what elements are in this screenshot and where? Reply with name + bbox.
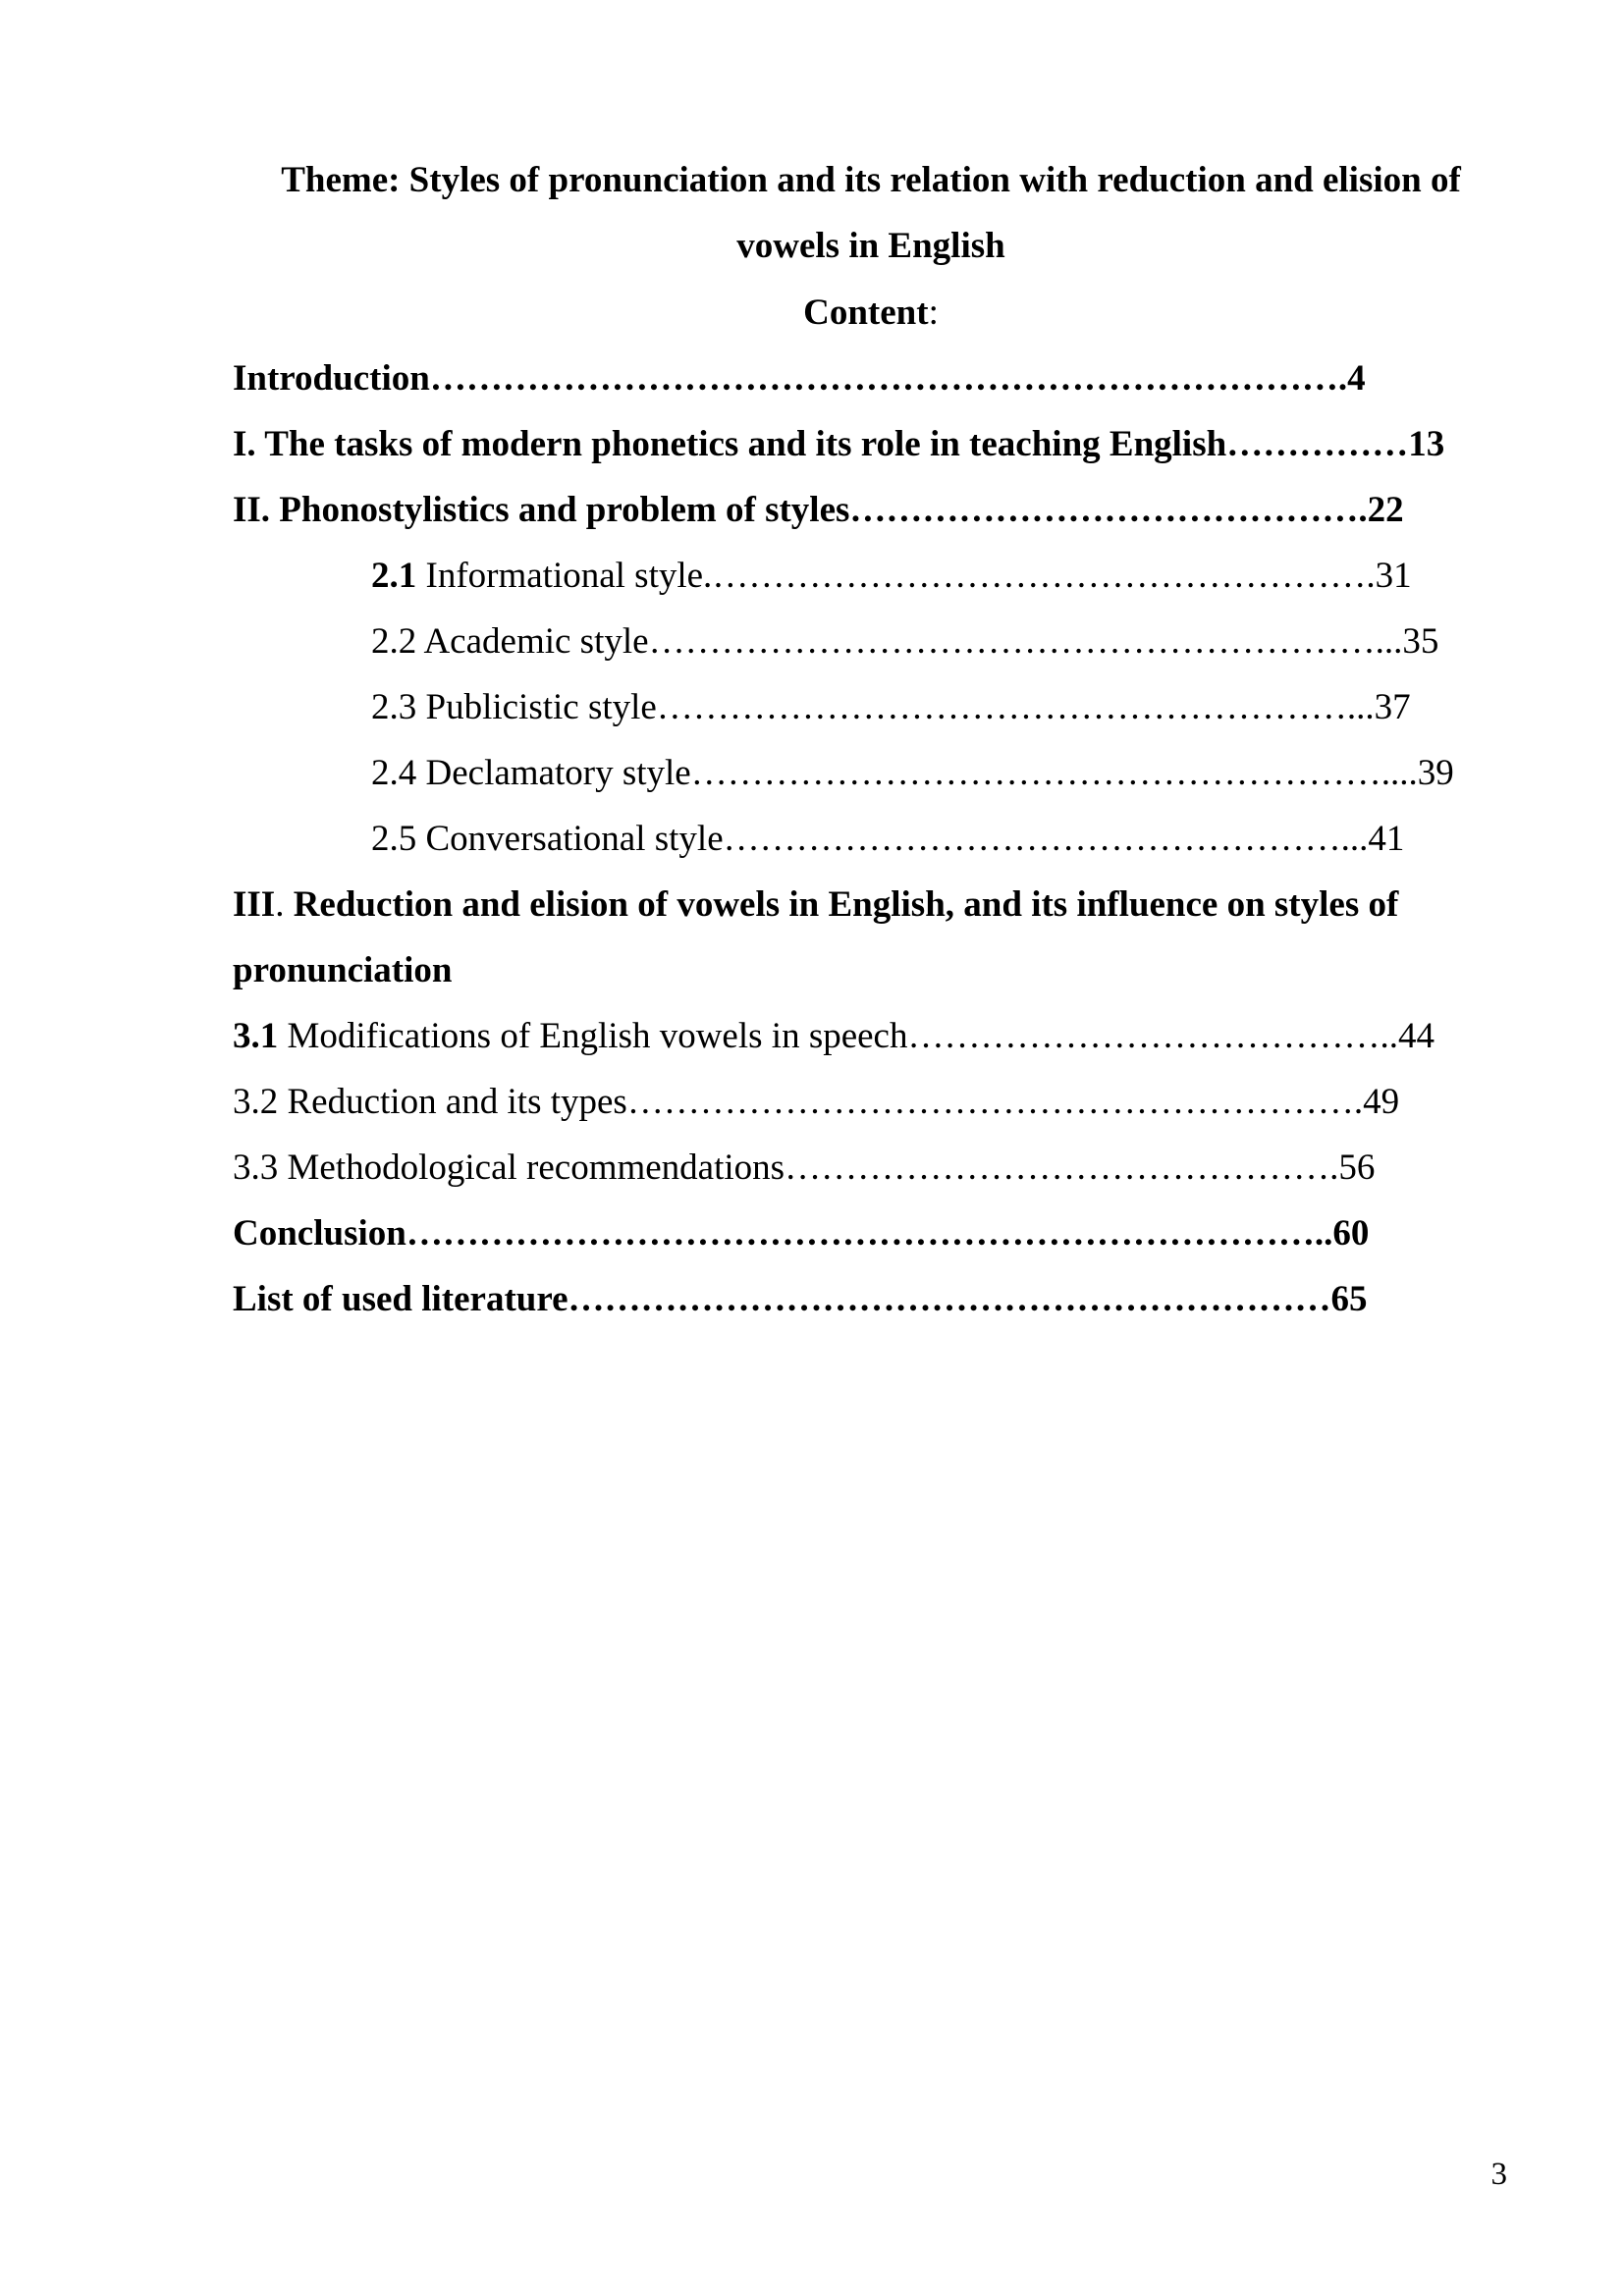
toc-entry-section-2-5[interactable] [371,806,1404,872]
toc-entry-label: Conclusion [233,1213,406,1254]
toc-entry-label: 3.2 Reduction and its types [233,1082,627,1122]
toc-entry-label: Introduction [233,358,430,399]
toc-entry-section-2-2[interactable] [371,609,1438,674]
title-line-1: Theme: Styles of pronunciation and its relation with reduction and elision of [281,160,1461,200]
content-heading [233,280,1509,346]
toc-entry-leader: …………………………………………………... [656,687,1375,727]
toc-entry-number: 2.1 [371,556,417,596]
toc-entry-label: Informational style. [416,556,713,596]
toc-entry-number: 3.1 [233,1016,279,1056]
toc-entry-leader: ………………………………………………. [712,556,1376,596]
toc-entry-page: 49 [1363,1082,1400,1122]
toc-entry-page: 39 [1417,753,1454,793]
toc-entry-leader: ……………………………………………... [723,819,1369,859]
toc-entry-section-3-2[interactable] [233,1069,1399,1135]
toc-entry-label: Modifications of English vowels in speech [278,1016,908,1056]
toc-entry-label: 2.2 Academic style [371,621,649,662]
toc-entry-section-2-4[interactable] [371,740,1454,806]
toc-entry-page: 37 [1374,687,1411,727]
toc-entry-number: III [233,884,276,925]
toc-entry-leader: ……………………………………………………... [648,621,1403,662]
toc-entry-page: 44 [1397,1016,1435,1056]
toc-entry-chapter-3[interactable]: III. Reduction and elision of vowels in English, and its influence on styles of pronunciation [233,872,1519,1003]
toc-entry-label: 2.5 Conversational style [371,819,724,859]
toc-entry-label: 3.3 Methodological recommendations [233,1148,785,1188]
toc-entry-page: 60 [1332,1213,1370,1254]
toc-entry-conclusion[interactable] [233,1201,1369,1266]
toc-entry-chapter-2[interactable] [233,477,1404,543]
toc-entry-chapter-1[interactable] [233,411,1444,477]
content-heading-colon: : [928,293,939,333]
toc-entry-introduction[interactable] [233,346,1366,411]
toc-entry-page: 56 [1338,1148,1376,1188]
toc-entry-label: List of used literature [233,1279,568,1319]
toc-entry-label: II. Phonostylistics and problem of styles [233,490,850,530]
page-number: 3 [1490,2157,1507,2192]
toc-entry-label: 2.3 Publicistic style [371,687,657,727]
toc-entry-leader: ………………………………………………….... [690,753,1418,793]
toc-entry-leader: ………………………………………. [785,1148,1339,1188]
toc-entry-section-3-1[interactable] [233,1003,1435,1069]
title-line-2: vowels in English [736,226,1005,266]
toc-entry-leader: ……………………………………. [849,490,1368,530]
toc-entry-page: 4 [1347,358,1366,399]
toc-entry-section-3-3[interactable] [233,1135,1375,1201]
toc-entry-page: 13 [1408,424,1445,464]
toc-entry-page: 65 [1330,1279,1368,1319]
toc-entry-leader: …………… [1226,424,1409,464]
toc-entry-page: 22 [1367,490,1404,530]
toc-entry-leader: ………………………………….. [907,1016,1398,1056]
document-title [233,147,1509,279]
toc-entry-label: 2.4 Declamatory style [371,753,691,793]
toc-entry-label: I. The tasks of modern phonetics and its role in teaching English [233,424,1227,464]
toc-entry-literature[interactable] [233,1266,1368,1332]
toc-entry-leader: ………………………………………………………………….. [406,1213,1333,1254]
toc-entry-page: 41 [1368,819,1405,859]
toc-entry-section-2-3[interactable] [371,674,1411,740]
toc-entry-label: Reduction and elision of vowels in English, and its influence on styles of [284,884,1399,925]
content-heading-text: Content [803,293,929,333]
toc-entry-label-continued: pronunciation [233,950,453,990]
toc-entry-section-2-1[interactable] [371,543,1412,609]
toc-entry-page: 31 [1375,556,1412,596]
toc-entry-leader: ……………………………………………………… [568,1279,1331,1319]
toc-entry-leader: ……………………………………………………. [626,1082,1364,1122]
toc-entry-page: 35 [1402,621,1439,662]
toc-entry-leader: …………………………………………………………………. [429,358,1348,399]
